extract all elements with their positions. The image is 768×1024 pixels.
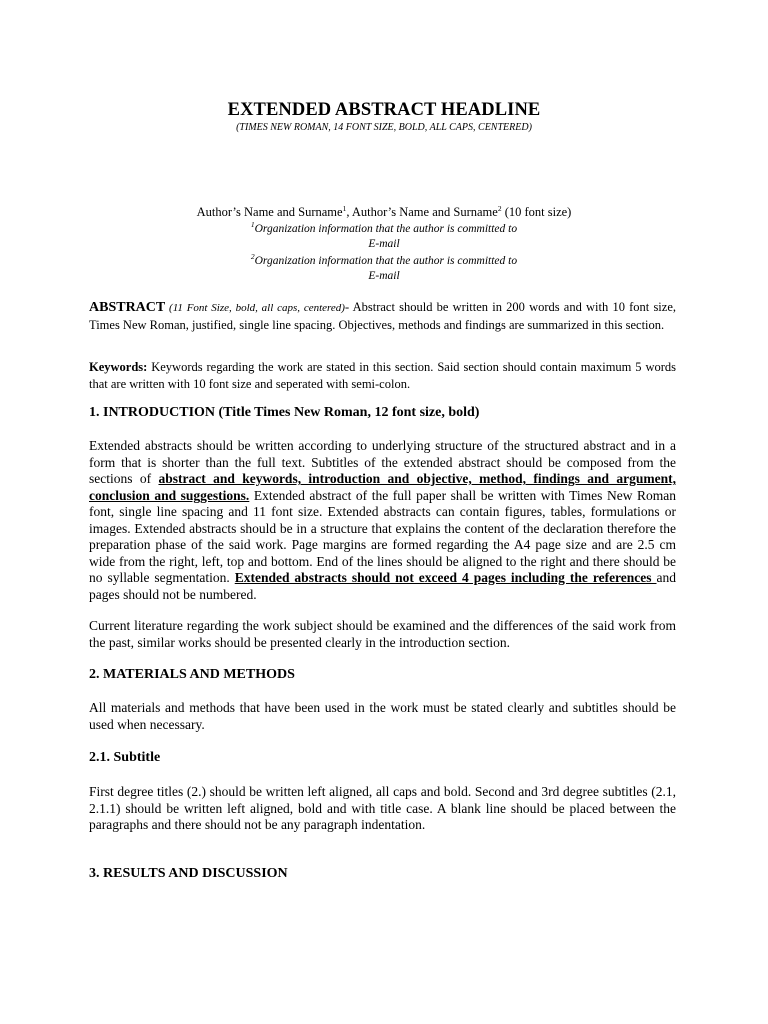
materials-paragraph: All materials and methods that have been used in the work must be stated clearly and subtitles should be used when necessary.	[89, 700, 676, 732]
introduction-heading: 1. INTRODUCTION (Title Times New Roman, 12 font size, bold)	[89, 405, 480, 420]
author-1-affiliation-mark: 1	[342, 203, 347, 213]
affiliation-1-email: E-mail	[368, 238, 400, 250]
abstract-label: ABSTRACT	[89, 300, 166, 315]
author-separator: ,	[346, 205, 352, 219]
introduction-paragraph-1: Extended abstracts should be written according to underlying structure of the structured abstract and in a form that is shorter than the full text. Subtitles of the extended abstract should be composed from the sections of abstract and keywords, introduction and objective, method, findings and argument, conclusion and suggestions. Extended abstract of the full paper shall be written with Times New Roman font, single line spacing and 11 font size. Extended abstracts can contain figures, tables, formulations or images. Extended abstracts should be in a structure that explains the content of the declaration therefore the preparation phase of the said work. Page margins are formed regarding the A4 page size and are 2.5 cm wide from the right, left, top and bottom. End of the lines should be aligned to the right and there should be no syllable segmentation. Extended abstracts should not exceed 4 pages including the references and pages should not be numbered.	[89, 438, 676, 602]
subtitle-paragraph: First degree titles (2.) should be written left aligned, all caps and bold. Second and 3rd degree subtitles (2.1, 2.1.1) should be written left aligned, bold and with title case. A blank line should be placed between the paragraphs and there should not be any paragraph indentation.	[89, 784, 676, 832]
keywords-label: Keywords:	[89, 360, 148, 374]
page-limit-highlight: Extended abstracts should not exceed 4 pages including the references	[234, 570, 657, 585]
introduction-paragraph-2: Current literature regarding the work subject should be examined and the differences of the said work from the past, similar works should be presented clearly in the introduction section.	[89, 618, 676, 650]
affiliation-2-email: E-mail	[368, 270, 400, 282]
affiliation-2-org: $^2$Organization information that the author is committed to	[250, 252, 518, 267]
abstract-text: - Abstract should be written in 200 words and with 10 font size, Times New Roman, justified, single line spacing. Objectives, methods and findings are summarized in this section.	[89, 300, 676, 332]
page-title: EXTENDED ABSTRACT HEADLINE	[227, 100, 541, 120]
required-sections-highlight: abstract and keywords, introduction and objective, method, findings and argument, conclusion and suggestions.	[89, 471, 676, 503]
author-1-name: Author’s Name and Surname	[196, 205, 343, 219]
affiliation-1-org: $^1$Organization information that the author is committed to	[250, 220, 518, 235]
author-size-note: (10 font size)	[501, 205, 572, 219]
author-2-name: Author’s Name and Surname	[351, 205, 498, 219]
subtitle-heading: 2.1. Subtitle	[89, 750, 161, 765]
author-2-affiliation-mark: 2	[497, 203, 502, 213]
results-heading: 3. RESULTS AND DISCUSSION	[89, 866, 288, 881]
author-line	[0, 205, 768, 220]
title-format-note: (TIMES NEW ROMAN, 14 FONT SIZE, BOLD, ALL CAPS, CENTERED)	[236, 122, 532, 133]
affiliation-1-mark: 1	[250, 220, 255, 230]
affiliation-2-mark: 2	[250, 252, 255, 262]
keywords-text: Keywords regarding the work are stated in this section. Said section should contain maximum 5 words that are written with 10 font size and seperated with semi-colon.	[89, 360, 676, 391]
materials-heading: 2. MATERIALS AND METHODS	[89, 667, 295, 682]
abstract-paragraph	[89, 299, 676, 333]
keywords-paragraph	[89, 359, 676, 392]
abstract-format-note: (11 Font Size, bold, all caps, centered)	[165, 302, 345, 314]
